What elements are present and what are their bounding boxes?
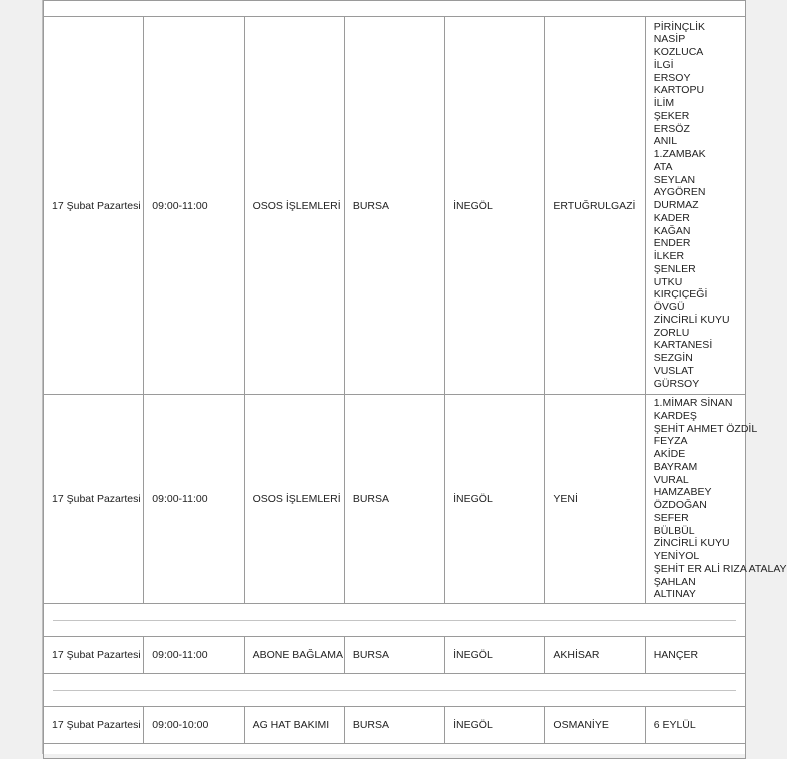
- street-name: ŞEHİT AHMET ÖZDİL: [653, 422, 758, 435]
- street-name: SEFER: [653, 511, 689, 524]
- district-cell: İNEGÖL: [445, 17, 545, 395]
- street-name: SEZGİN: [653, 352, 693, 365]
- table-row-spacer: [44, 674, 746, 707]
- street-name: İLİM: [653, 97, 675, 110]
- divider: [53, 620, 736, 621]
- street-name: ZORLU: [653, 326, 690, 339]
- neighborhood-cell: AKHİSAR: [545, 637, 645, 674]
- street-name: ÖVGÜ: [653, 301, 685, 314]
- street-name: KADER: [653, 211, 690, 224]
- street-name: BAYRAM: [653, 460, 698, 473]
- streets-cell: [645, 707, 745, 744]
- street-name: 6 EYLÜL: [653, 718, 696, 731]
- street-name: KARDEŞ: [653, 409, 697, 422]
- city-cell: BURSA: [344, 17, 444, 395]
- street-name: HANÇER: [653, 648, 699, 661]
- work-type-cell: OSOS İŞLEMLERİ: [244, 17, 344, 395]
- street-name: KARTANESİ: [653, 339, 713, 352]
- street-name: ÖZDOĞAN: [653, 499, 707, 511]
- street-name: KAĞAN: [653, 224, 691, 237]
- district-cell: İNEGÖL: [445, 707, 545, 744]
- date-cell: 17 Şubat Pazartesi: [44, 395, 144, 604]
- work-type-cell: AG HAT BAKIMI: [244, 707, 344, 744]
- street-name: ATA: [653, 160, 673, 173]
- table-cell: [44, 744, 746, 759]
- street-name: ZİNCİRLİ KUYU: [653, 537, 730, 550]
- table-cell: [44, 1, 746, 17]
- time-cell: 09:00-10:00: [144, 707, 244, 744]
- table-row: [44, 17, 746, 395]
- street-name: AYGÖREN: [653, 186, 706, 199]
- outage-table: [43, 0, 787, 759]
- district-cell: İNEGÖL: [445, 637, 545, 674]
- streets-cell: [645, 17, 745, 395]
- neighborhood-cell: YENİ: [545, 395, 645, 604]
- article-content: [42, 0, 787, 754]
- street-name: HAMZABEY: [653, 486, 712, 499]
- street-list: [653, 397, 787, 601]
- street-name: PİRİNÇLİK: [653, 20, 706, 33]
- table-row: [44, 1, 746, 17]
- table-row-spacer: [44, 604, 746, 637]
- spacer-cell: [44, 604, 746, 637]
- street-name: 1.ZAMBAK: [653, 148, 706, 161]
- street-name: İLGİ: [653, 58, 674, 71]
- date-cell: 17 Şubat Pazartesi: [44, 707, 144, 744]
- street-name: ŞEKER: [653, 109, 690, 122]
- streets-cell: [645, 395, 787, 604]
- street-name: ŞENLER: [653, 262, 696, 275]
- street-name: KIRÇIÇEĞİ: [653, 288, 708, 301]
- time-cell: 09:00-11:00: [144, 395, 244, 604]
- table-row: [44, 637, 746, 674]
- street-name: UTKU: [653, 275, 683, 288]
- street-name: YENİYOL: [653, 550, 700, 562]
- street-name: AKİDE: [653, 448, 686, 460]
- street-name: NASİP: [653, 33, 686, 46]
- time-cell: 09:00-11:00: [144, 17, 244, 395]
- date-cell: 17 Şubat Pazartesi: [44, 637, 144, 674]
- street-name: BÜLBÜL: [653, 524, 695, 537]
- street-name: ŞAHLAN: [653, 575, 696, 588]
- neighborhood-cell: ERTUĞRULGAZİ: [545, 17, 645, 395]
- work-type-cell: ABONE BAĞLAMA: [244, 637, 344, 674]
- city-cell: BURSA: [344, 707, 444, 744]
- table-row: [44, 707, 746, 744]
- time-cell: 09:00-11:00: [144, 637, 244, 674]
- street-name: ENDER: [653, 237, 691, 250]
- streets-cell: [645, 637, 745, 674]
- street-name: ANIL: [653, 135, 678, 148]
- neighborhood-cell: OSMANİYE: [545, 707, 645, 744]
- street-list: [654, 719, 745, 732]
- street-name: ERSOY: [653, 71, 691, 84]
- date-cell: 17 Şubat Pazartesi: [44, 17, 144, 395]
- street-name: ALTINAY: [653, 588, 696, 601]
- city-cell: BURSA: [344, 637, 444, 674]
- street-list: [654, 21, 745, 391]
- street-name: 1.MİMAR SİNAN: [653, 397, 733, 409]
- street-name: GÜRSOY: [653, 377, 700, 390]
- street-name: SEYLAN: [653, 173, 696, 186]
- street-name: ZİNCİRLİ KUYU: [653, 313, 730, 326]
- divider: [53, 690, 736, 691]
- street-name: KOZLUCA: [653, 46, 704, 59]
- work-type-cell: OSOS İŞLEMLERİ: [244, 395, 344, 604]
- street-name: VUSLAT: [653, 364, 694, 377]
- city-cell: BURSA: [344, 395, 444, 604]
- table-row: [44, 395, 746, 604]
- street-name: FEYZA: [653, 435, 688, 448]
- street-name: VURAL: [653, 473, 689, 486]
- district-cell: İNEGÖL: [445, 395, 545, 604]
- spacer-cell: [44, 674, 746, 707]
- street-list: [654, 649, 745, 662]
- street-name: DURMAZ: [653, 199, 699, 212]
- street-name: KARTOPU: [653, 84, 705, 97]
- table-row: [44, 744, 746, 759]
- street-name: İLKER: [653, 250, 685, 263]
- street-name: ŞEHİT ER ALİ RIZA ATALAY: [653, 562, 787, 575]
- street-name: ERSÖZ: [653, 122, 690, 135]
